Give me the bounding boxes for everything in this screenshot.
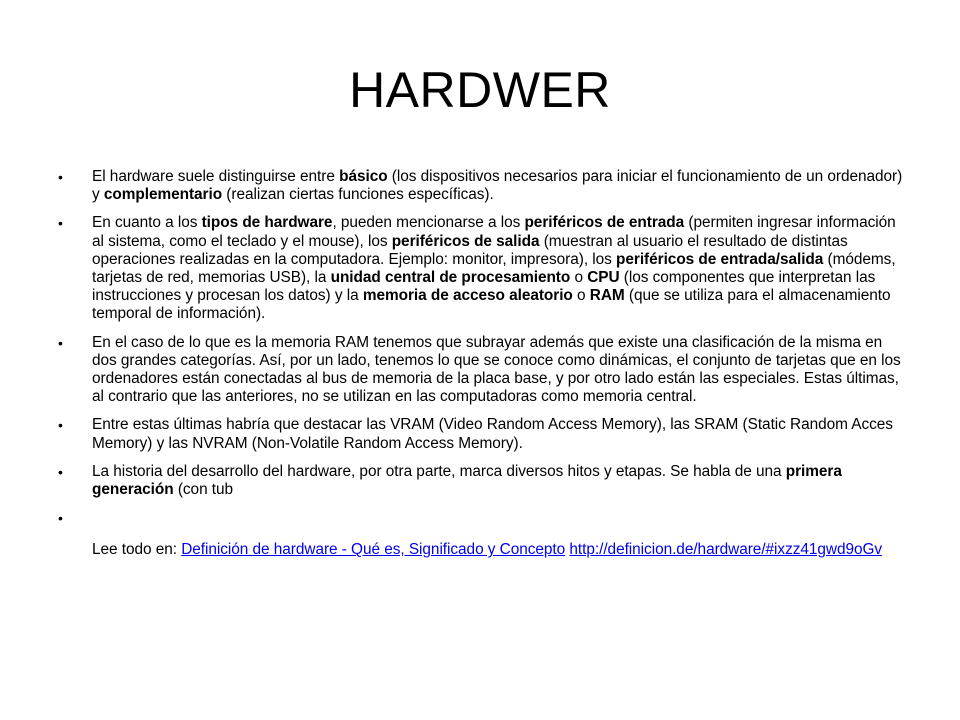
- bullet-bold-text: periféricos de salida: [391, 232, 540, 250]
- bullet-list: [58, 168, 908, 559]
- bullet-text: o: [572, 287, 590, 305]
- bullet-bold-text: memoria de acceso aleatorio: [362, 287, 573, 305]
- bullet-marker: •: [58, 215, 63, 232]
- bullet-bold-text: CPU: [587, 269, 620, 287]
- bullet-text: Entre estas últimas habría que destacar las VRAM (Video Random Access Memory), las SRAM (Static Random Acces Memory) y las NVRAM (Non-Volatile Random Access Memory).: [92, 416, 893, 452]
- bullet-text: (muestran al usuario el resultado de distintas operaciones realizadas en la computadora. Ejemplo: monitor, impresora), los: [92, 232, 848, 268]
- bullet-text: , pueden mencionarse a los: [332, 214, 525, 232]
- bullet-bold-text: periféricos de entrada/salida: [616, 250, 824, 268]
- source-title-link[interactable]: Definición de hardware - Qué es, Significado y Concepto: [181, 541, 566, 559]
- bullet-text: La historia del desarrollo del hardware, por otra parte, marca diversos hitos y etapas. Se habla de una: [92, 462, 786, 480]
- bullet-item: [58, 416, 908, 452]
- bullet-marker: •: [58, 334, 63, 351]
- bullet-text: (módems, tarjetas de red, memorias USB), la: [92, 250, 896, 287]
- bullet-bold-text: RAM: [589, 287, 625, 305]
- bullet-bold-text: primera generación: [92, 462, 842, 499]
- bullet-text: (que se utiliza para el almacenamiento temporal de información).: [92, 287, 891, 323]
- bullet-marker: •: [58, 169, 63, 185]
- bullet-text: (permiten ingresar información al sistema, como el teclado y el mouse), los: [92, 214, 896, 250]
- bullet-bold-text: periféricos de entrada: [524, 214, 685, 232]
- empty-bullet-item: [58, 509, 908, 527]
- bullet-item: [58, 168, 908, 204]
- bullet-text: En el caso de lo que es la memoria RAM tenemos que subrayar además que existe una clasificación de la misma en dos grandes categorías. Así, por un lado, tenemos lo que se conoce como dinámicas, el conjunto de tarjetas que en los ordenadores están conectadas al bus de memoria de la placa base, y por otro lado están las especiales. Estas últimas, al contrario que las anteriores, no se utilizan en las computadoras como memoria central.: [92, 333, 901, 406]
- bullet-text: En cuanto a los: [92, 214, 202, 232]
- bullet-text: (con tub: [173, 481, 234, 499]
- bullet-item: [58, 214, 908, 323]
- bullet-bold-text: básico: [339, 168, 388, 185]
- bullet-bold-text: complementario: [103, 186, 223, 204]
- bullet-marker: •: [58, 417, 63, 434]
- bullet-text: (los componentes que interpretan las instrucciones y procesan los datos) y la: [92, 269, 876, 305]
- source-prefix: Lee todo en:: [92, 541, 182, 559]
- bullet-text: (realizan ciertas funciones específicas).: [222, 186, 494, 204]
- bullet-item: [58, 463, 908, 499]
- bullet-item: [58, 334, 908, 407]
- slide-title: HARDWER: [349, 62, 611, 118]
- source-reference: [58, 541, 908, 559]
- bullet-text: o: [570, 269, 588, 287]
- bullet-marker: •: [58, 510, 63, 527]
- bullet-text: El hardware suele distinguirse entre: [92, 168, 340, 185]
- bullet-marker: •: [58, 463, 63, 480]
- bullet-bold-text: unidad central de procesamiento: [330, 269, 571, 287]
- source-url-link[interactable]: http://definicion.de/hardware/#ixzz41gwd9oGv: [569, 541, 883, 559]
- bullet-bold-text: tipos de hardware: [201, 214, 333, 232]
- bullet-text: (los dispositivos necesarios para iniciar el funcionamiento de un ordenador) y: [92, 168, 903, 204]
